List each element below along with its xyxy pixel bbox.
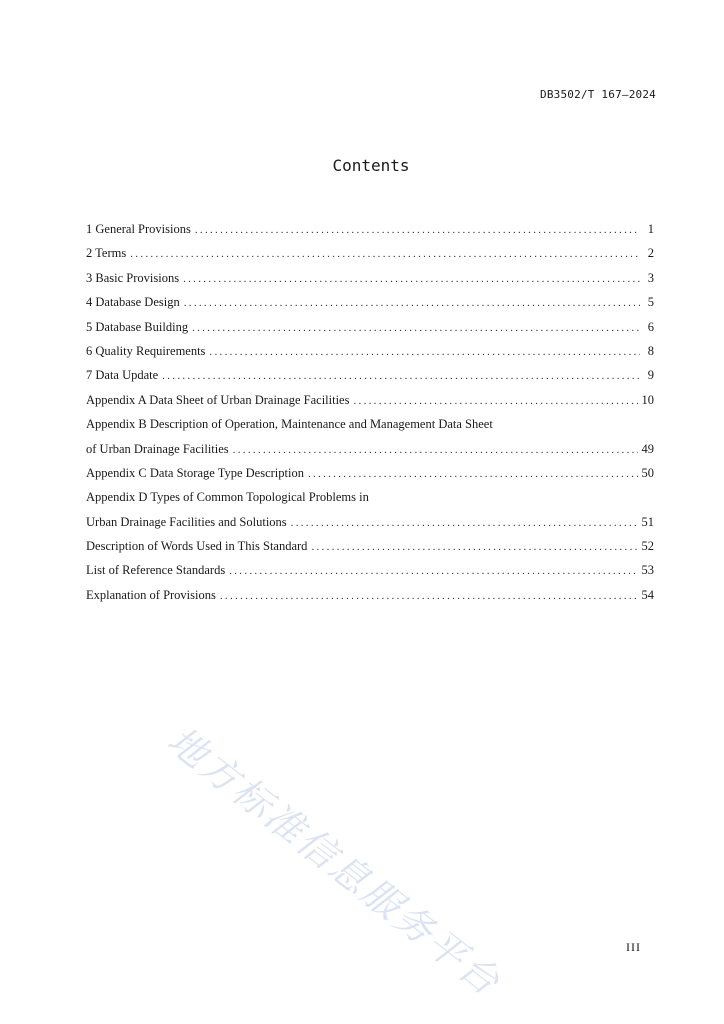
toc-entry-label: 6 Quality Requirements [86, 343, 206, 358]
toc-leader-dots [162, 366, 640, 386]
toc-leader-dots [311, 537, 637, 557]
toc-leader-dots [220, 586, 638, 606]
document-code: DB3502/T 167—2024 [540, 88, 656, 101]
toc-entry-label: Appendix A Data Sheet of Urban Drainage Facilities [86, 392, 350, 407]
toc-entry-appendix-b-line1[interactable] [86, 414, 654, 438]
toc-entry-page: 2 [647, 246, 654, 261]
toc-entry-explanation-of-provisions[interactable] [86, 585, 654, 609]
toc-entry-label: List of Reference Standards [86, 563, 226, 578]
toc-entry-label: Appendix B Description of Operation, Maintenance and Management Data Sheet [86, 417, 493, 432]
toc-entry-page: 51 [641, 514, 654, 529]
toc-entry-quality-requirements[interactable] [86, 341, 654, 365]
toc-entry-page: 53 [641, 563, 654, 578]
toc-leader-dots [308, 464, 638, 484]
toc-entry-page: 54 [641, 587, 654, 602]
toc-entry-description-of-words[interactable] [86, 536, 654, 560]
toc-leader-dots [209, 342, 640, 362]
toc-entry-label: Urban Drainage Facilities and Solutions [86, 514, 287, 529]
toc-entry-general-provisions[interactable] [86, 219, 654, 243]
toc-entry-data-update[interactable] [86, 365, 654, 389]
toc-entry-appendix-b-line2[interactable] [86, 439, 654, 463]
toc-entry-terms[interactable] [86, 243, 654, 267]
toc-entry-page: 6 [647, 319, 654, 334]
toc-leader-dots [353, 391, 637, 411]
toc-leader-dots [192, 318, 640, 338]
toc-entry-page: 8 [647, 343, 654, 358]
toc-entry-page: 50 [641, 465, 654, 480]
toc-entry-label: 7 Data Update [86, 368, 159, 383]
toc-entry-label: 3 Basic Provisions [86, 270, 180, 285]
toc-leader-dots [184, 293, 640, 313]
toc-leader-dots [291, 513, 638, 533]
toc-entry-label: 4 Database Design [86, 295, 180, 310]
toc-entry-label: Description of Words Used in This Standard [86, 539, 308, 554]
toc-entry-appendix-a[interactable] [86, 390, 654, 414]
toc-entry-appendix-c[interactable] [86, 463, 654, 487]
toc-entry-label: Explanation of Provisions [86, 587, 216, 602]
toc-entry-page: 10 [641, 392, 654, 407]
toc-entry-label: Appendix C Data Storage Type Description [86, 465, 304, 480]
toc-entry-database-design[interactable] [86, 292, 654, 316]
toc-leader-dots [130, 244, 640, 264]
toc-entry-page: 9 [647, 368, 654, 383]
toc-leader-dots [183, 269, 640, 289]
toc-entry-page: 52 [641, 539, 654, 554]
page-title: Contents [332, 156, 410, 175]
toc-entry-page: 3 [647, 270, 654, 285]
toc-entry-label: 5 Database Building [86, 319, 189, 334]
toc-entry-page: 5 [647, 295, 654, 310]
page-number: III [626, 940, 641, 954]
toc-leader-dots [229, 561, 637, 581]
toc-leader-dots [195, 220, 640, 240]
toc-entry-appendix-d-line2[interactable] [86, 512, 654, 536]
toc-entry-reference-standards[interactable] [86, 560, 654, 584]
toc-entry-label: 2 Terms [86, 246, 127, 261]
toc-leader-dots [233, 440, 638, 460]
toc-entry-label: 1 General Provisions [86, 222, 191, 236]
watermark: 地方标准信息服务平台 [159, 717, 510, 1006]
toc-entry-page: 1 [647, 222, 654, 236]
toc-entry-basic-provisions[interactable] [86, 268, 654, 292]
toc-entry-label: of Urban Drainage Facilities [86, 441, 229, 456]
toc-entry-page: 49 [641, 441, 654, 456]
toc-entry-database-building[interactable] [86, 317, 654, 341]
toc-entry-appendix-d-line1[interactable] [86, 487, 654, 511]
table-of-contents [86, 219, 654, 609]
toc-entry-label: Appendix D Types of Common Topological Problems in [86, 490, 369, 505]
